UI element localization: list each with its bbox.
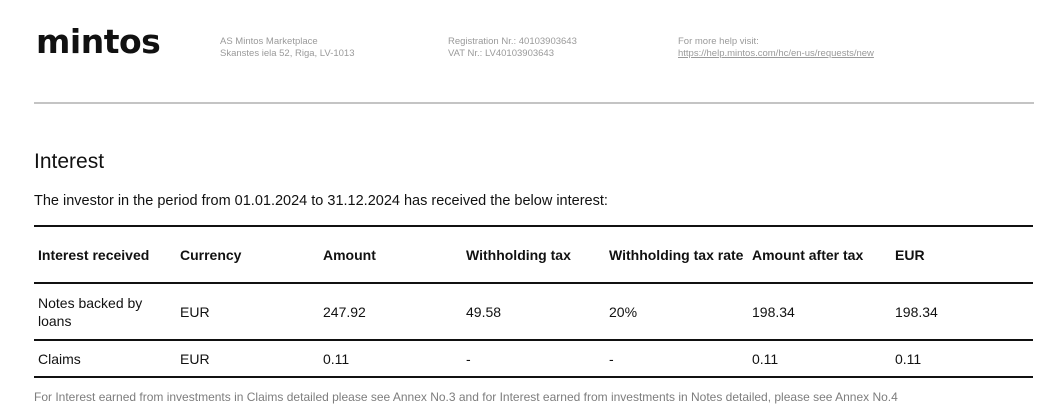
- table-header-row: [34, 226, 1033, 283]
- cell-interest-received: Notes backed by loans: [38, 294, 143, 329]
- cell-withholding-tax-rate: 20%: [609, 303, 638, 320]
- cell-currency: EUR: [180, 350, 210, 367]
- table-row: [34, 340, 1033, 377]
- cell-interest-received: Claims: [38, 350, 81, 367]
- header-amount: Amount: [323, 246, 376, 263]
- header-eur: EUR: [895, 246, 925, 263]
- vat-number: VAT Nr.: LV40103903643: [448, 48, 554, 59]
- header-interest-received: Interest received: [38, 246, 150, 263]
- cell-amount: 0.11: [323, 350, 350, 367]
- header-withholding-tax: Withholding tax: [466, 246, 571, 263]
- annex-footnote: For Interest earned from investments in Claims detailed please see Annex No.3 and for Interest earned from investments in Notes detailed, please see Annex No.4: [34, 390, 898, 404]
- interest-table: [34, 225, 1033, 378]
- document-header: [0, 0, 1058, 103]
- cell-amount-after-tax: 0.11: [752, 350, 779, 367]
- header-currency: Currency: [180, 246, 242, 263]
- registration-number: Registration Nr.: 40103903643: [448, 36, 577, 47]
- table-row: [34, 283, 1033, 340]
- cell-withholding-tax: 49.58: [466, 303, 502, 320]
- cell-withholding-tax: -: [466, 350, 471, 367]
- header-withholding-tax-rate: Withholding tax rate: [609, 246, 744, 263]
- help-link[interactable]: https://help.mintos.com/hc/en-us/requests/new: [678, 48, 874, 59]
- section-title: Interest: [34, 150, 105, 173]
- header-amount-after-tax: Amount after tax: [752, 246, 864, 263]
- company-address: Skanstes iela 52, Riga, LV-1013: [220, 48, 355, 59]
- cell-eur: 198.34: [895, 303, 938, 320]
- header-divider: [34, 102, 1034, 104]
- cell-currency: EUR: [180, 303, 210, 320]
- company-name: AS Mintos Marketplace: [220, 36, 318, 47]
- cell-amount: 247.92: [323, 303, 366, 320]
- registration-info: [448, 36, 577, 60]
- help-info: [678, 36, 874, 60]
- cell-amount-after-tax: 198.34: [752, 303, 795, 320]
- cell-withholding-tax-rate: -: [609, 350, 614, 367]
- cell-eur: 0.11: [895, 350, 922, 367]
- help-label: For more help visit:: [678, 36, 759, 47]
- mintos-logo: mintos: [36, 22, 161, 61]
- company-info: [220, 36, 355, 60]
- section-intro: The investor in the period from 01.01.2024 to 31.12.2024 has received the below interest:: [34, 193, 608, 209]
